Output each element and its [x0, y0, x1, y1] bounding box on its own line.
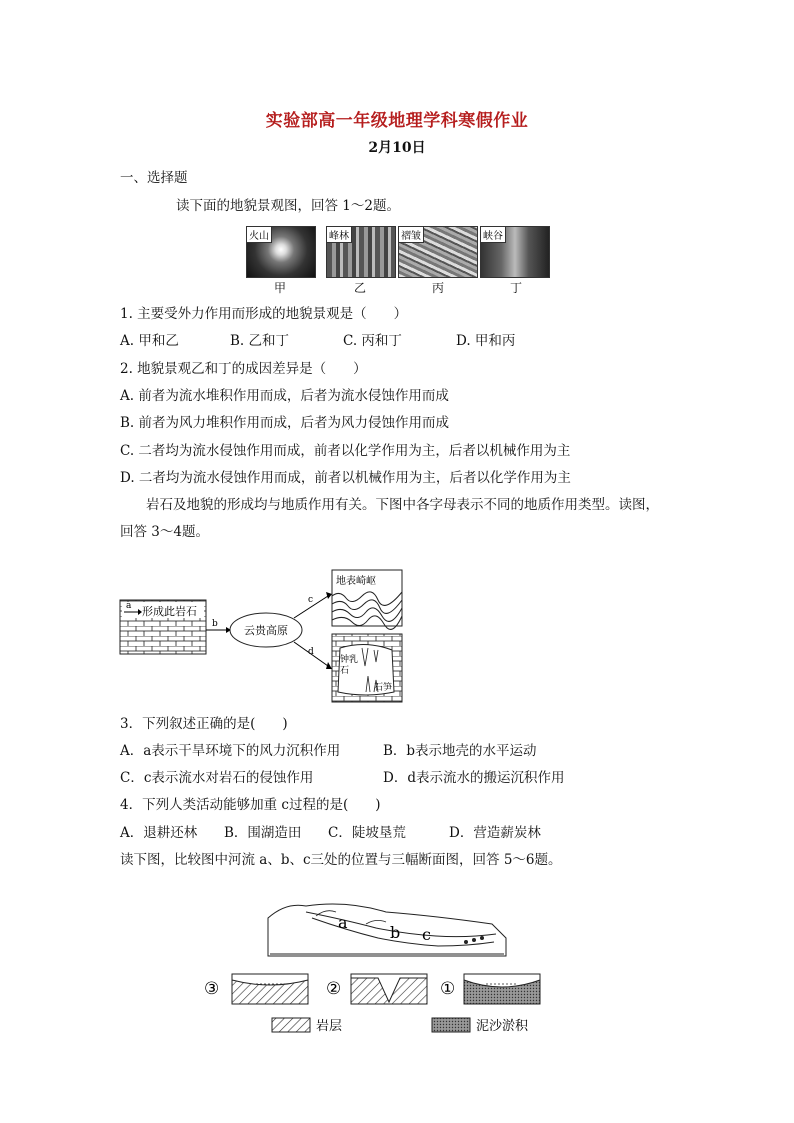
question-1: 1. 主要受外力作用而形成的地貌景观是（ ） [120, 306, 408, 322]
q4-option-d: D．营造薪炭林 [449, 825, 541, 841]
page-title: 实验部高一年级地理学科寒假作业 [265, 111, 529, 131]
arrow-c-label: c [308, 595, 314, 605]
section-label-1: ① [440, 979, 456, 999]
photo-canyon [480, 226, 550, 278]
q1-option-a: A. 甲和乙 [120, 333, 179, 349]
section-label-3: ③ [204, 979, 220, 999]
q1-option-d: D. 甲和丙 [456, 333, 516, 349]
page-date: 2月10日 [368, 140, 426, 156]
q2-option-d: D. 二者均为流水侵蚀作用而成，前者以机械作用为主，后者以化学作用为主 [120, 470, 571, 486]
q4-option-b: B．围湖造田 [224, 825, 302, 841]
photo-label: 丁 [509, 281, 522, 295]
intro-3: 读下图，比较图中河流 a、b、c三处的位置与三幅断面图，回答 5～6题。 [120, 852, 562, 868]
q3-option-b: B．b表示地壳的水平运动 [383, 743, 537, 759]
river-point-a: a [338, 913, 348, 932]
photo-tag: 峰林 [327, 227, 352, 243]
rock-label: 形成此岩石 [142, 605, 197, 618]
legend-rock-label: 岩层 [316, 1019, 343, 1034]
q2-option-a: A. 前者为流水堆积作用而成，后者为流水侵蚀作用而成 [120, 388, 449, 404]
q1-option-c: C. 丙和丁 [343, 333, 402, 349]
photo-tag: 火山 [247, 227, 272, 243]
question-4: 4．下列人类活动能够加重 c过程的是( ) [120, 797, 381, 813]
arrow-b-label: b [212, 619, 218, 629]
intro-1: 读下面的地貌景观图，回答 1～2题。 [176, 198, 400, 214]
q3-option-c: C．c表示流水对岩石的侵蚀作用 [120, 770, 314, 786]
photo-fold [398, 226, 478, 278]
plateau-label: 云贵高原 [244, 624, 288, 637]
photo-volcano [246, 226, 316, 278]
legend-rock-swatch [272, 1018, 310, 1032]
arrow-d-label: d [308, 647, 314, 657]
q4-option-a: A．退耕还林 [120, 825, 198, 841]
section-heading: 一、选择题 [120, 170, 188, 186]
stalagmite-label: 石笋 [374, 683, 393, 693]
stalactite-label-2: 石 [340, 666, 350, 676]
rugged-surface-label: 地表崎岖 [336, 576, 376, 587]
photo-peak-forest [326, 226, 396, 278]
river-point-c: c [422, 925, 431, 944]
photo-label: 甲 [273, 281, 286, 295]
q4-option-c: C．陡坡垦荒 [328, 825, 406, 841]
river-point-b: b [390, 923, 401, 942]
geologic-process-diagram [116, 566, 416, 706]
legend-sediment-swatch [432, 1018, 470, 1032]
intro-2-line-1: 岩石及地貌的形成均与地质作用有关。下图中各字母表示不同的地质作用类型。读图， [146, 497, 659, 513]
q1-option-b: B. 乙和丁 [230, 333, 290, 349]
q2-option-c: C. 二者均为流水侵蚀作用而成，前者以化学作用为主，后者以机械作用为主 [120, 443, 571, 459]
q3-option-a: A．a表示干旱环境下的风力沉积作用 [120, 743, 341, 759]
question-3: 3．下列叙述正确的是( ) [120, 716, 288, 732]
photo-label: 丙 [431, 281, 444, 295]
arrow-a-label: a [126, 601, 132, 611]
photo-tag: 褶皱 [399, 227, 424, 243]
photo-tag: 峡谷 [481, 227, 506, 243]
photo-label: 乙 [353, 281, 366, 295]
intro-2-line-2: 回答 3～4题。 [120, 524, 209, 540]
q3-option-d: D．d表示流水的搬运沉积作用 [383, 770, 565, 786]
stalactite-label-1: 钟乳 [340, 655, 359, 665]
q2-option-b: B. 前者为风力堆积作用而成，后者为风力侵蚀作用而成 [120, 415, 450, 431]
section-label-2: ② [326, 979, 342, 999]
river-profile-diagram [196, 894, 556, 1044]
legend-sediment-label: 泥沙淤积 [476, 1019, 529, 1034]
question-2: 2. 地貌景观乙和丁的成因差异是（ ） [120, 361, 367, 377]
